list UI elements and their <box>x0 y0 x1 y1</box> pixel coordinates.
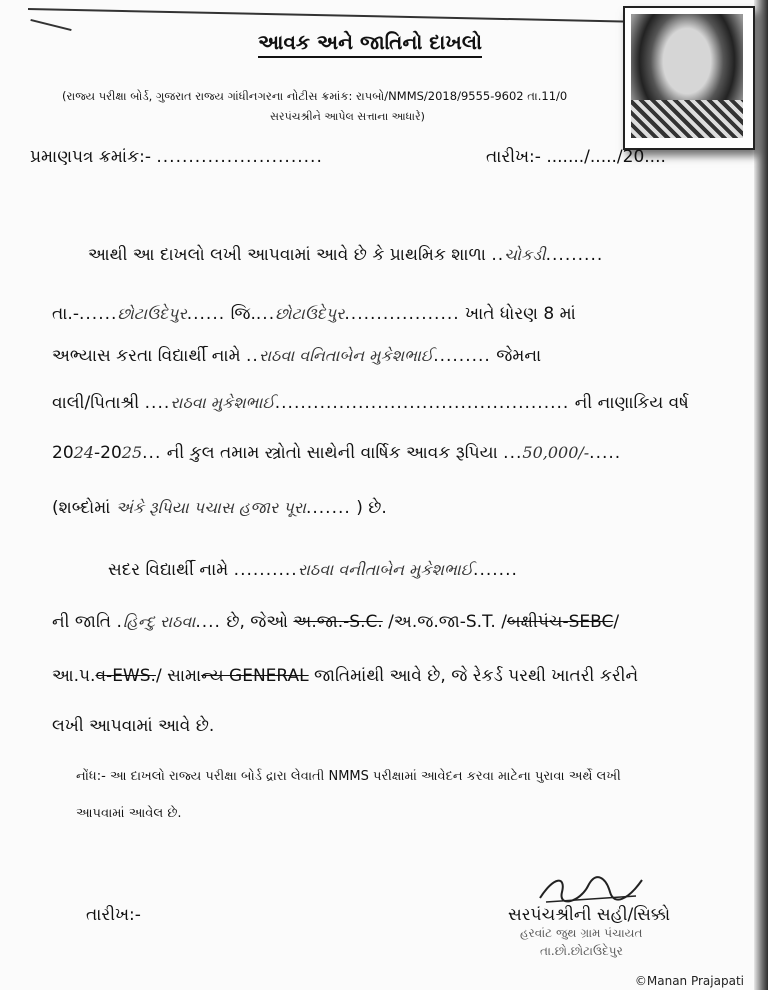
top-border-line <box>28 8 628 23</box>
body-line-student-2: સદર વિદ્યાર્થી નામે ..........રાઠવા વનીતાબેન મુકેશભાઈ....... <box>108 560 518 580</box>
caste-prefix: ની જાતિ <box>52 612 112 632</box>
year-from: 24 <box>73 443 94 462</box>
page-edge-shadow <box>754 0 768 990</box>
district-name: છોટાઉદેપુર <box>275 304 345 323</box>
category-ews-prefix: આ.પ. <box>52 666 96 686</box>
certificate-number-row <box>30 147 323 167</box>
student-name: રાઠવા વનિતાબેન મુકેશભાઈ <box>258 346 434 365</box>
category-sc-struck: અ.જા.-S.C. <box>293 612 383 632</box>
caste-tail-text: જાતિમાંથી આવે છે, જે રેકર્ડ પરથી ખાતરી કરીને <box>314 666 639 686</box>
document-title: આવક અને જાતિનો દાખલો <box>258 30 482 58</box>
school-intro-text: આથી આ દાખલો લખી આપવામાં આવે છે કે પ્રાથમિક શાળા <box>88 245 486 265</box>
category-separator: / <box>613 612 620 632</box>
taluka-name: છોટાઉદેપુર <box>117 304 187 323</box>
note-line-1: નોંધ:- આ દાખલો રાજ્ય પરીક્ષા બોર્ડ દ્રારા લેવાતી NMMS પરીક્ષામાં આવેદન કરવા માટેના પુરાવા અર્થે લખી <box>76 769 621 784</box>
signature-label: સરપંચશ્રીની સહી/સિક્કો <box>508 905 671 925</box>
category-sebc-struck: બક્ષીપંચ-SEBC <box>506 612 614 632</box>
student-photo <box>623 6 755 150</box>
category-st: /અ.જ.જા-S.T. / <box>388 612 507 632</box>
note-line-2: આપવામાં આવેલ છે. <box>76 806 182 821</box>
taluka-label: તા.- <box>52 304 79 324</box>
category-general-struck: ન્ય GENERAL <box>201 666 309 686</box>
words-prefix: (શબ્દોમાં <box>52 498 111 518</box>
student-photo-uniform <box>631 100 743 138</box>
caste-value: હિન્દુ રાઠવા <box>122 612 196 631</box>
corner-mark <box>30 19 71 31</box>
copyright-watermark: ©Manan Prajapati <box>634 974 744 988</box>
income-text: ની કુલ તમામ સ્ત્રોતો સાથેની વાર્ષિક આવક રૂપિયા <box>166 443 498 463</box>
certificate-date-row <box>486 147 666 167</box>
caste-mid-text: છે, જેઓ <box>226 612 288 632</box>
student-2-name: રાઠવા વનીતાબેન મુકેશભાઈ <box>297 560 474 579</box>
guardian-label: વાલી/પિતાશ્રી <box>52 393 140 413</box>
panchayat-stamp-line-2: તા.છો.છોટાઉદેપુર <box>540 944 623 958</box>
year-prefix-2: -20 <box>94 443 122 463</box>
body-line-location: તા.-......છોટાઉદેપુર...... જિ....છોટાઉદેપુર.................. ખાતે ધોરણ 8 માં <box>52 304 576 324</box>
notice-line-1: (રાજ્ય પરીક્ષા બોર્ડ, ગુજરાત રાજ્ય ગાંધીનગરના નોટીસ ક્રમાંક: રાપબો/NMMS/2018/9555-9602 તા.11/0 <box>62 89 568 103</box>
student-2-prefix: સદર વિદ્યાર્થી નામે <box>108 560 229 580</box>
school-name: ચોકડી <box>504 245 546 264</box>
student-suffix: જેમના <box>496 346 542 366</box>
body-line-school: આથી આ દાખલો લખી આપવામાં આવે છે કે પ્રાથમિક શાળા ..ચોકડી......... <box>88 245 604 265</box>
certificate-date-value: ......./...../20.... <box>546 147 666 167</box>
body-line-income: 2024-2025... ની કુલ તમામ સ્ત્રોતો સાથેની વાર્ષિક આવક રૂપિયા ...50,000/-..... <box>52 443 622 463</box>
year-to: 25 <box>121 443 143 462</box>
certificate-number-label: પ્રમાણપત્ર ક્રમાંક:- <box>30 147 151 167</box>
certificate-number-value: .......................... <box>156 147 323 167</box>
district-label: જિ. <box>230 304 256 324</box>
closing-line: લખી આપવામાં આવે છે. <box>52 716 215 736</box>
certificate-date-label: તારીખ:- <box>486 147 541 167</box>
guardian-name: રાઠવા મુકેશભાઈ <box>170 393 275 412</box>
year-prefix-1: 20 <box>52 443 74 463</box>
notice-line-2: સરપંચશ્રીને આપેલ સત્તાના આધારે) <box>270 110 425 123</box>
footer-date-label: તારીખ:- <box>86 905 141 925</box>
body-line-caste: ની જાતિ .હિન્દુ રાઠવા.... છે, જેઓ અ.જા.-S.C. /અ.જ.જા-S.T. /બક્ષીપંચ-SEBC/ <box>52 612 620 632</box>
words-suffix: ) છે. <box>356 498 387 518</box>
income-in-words: અંકે રૂપિયા પચાસ હજાર પૂરા <box>115 498 306 517</box>
standard-text: ખાતે ધોરણ 8 માં <box>465 304 576 324</box>
panchayat-stamp-line-1: હરવાંટ જુથ ગ્રામ પંચાયત <box>520 926 643 940</box>
category-general-prefix: / સામા <box>155 666 202 686</box>
income-amount: 50,000/- <box>522 443 590 462</box>
body-line-words: (શબ્દોમાં અંકે રૂપિયા પચાસ હજાર પૂરા....... ) છે. <box>52 498 387 518</box>
body-line-student: અભ્યાસ કરતા વિદ્યાર્થી નામે ..રાઠવા વનિતાબેન મુકેશભાઈ......... જેમના <box>52 346 542 366</box>
financial-year-label: ની નાણાકિય વર્ષ <box>574 393 689 413</box>
category-ews-struck: વ-EWS. <box>95 666 156 686</box>
body-line-guardian: વાલી/પિતાશ્રી ....રાઠવા મુકેશભાઈ.............................................. ની નાણાકિય વર્ષ <box>52 393 689 413</box>
student-prefix: અભ્યાસ કરતા વિદ્યાર્થી નામે <box>52 346 241 366</box>
signature-scribble <box>536 872 646 906</box>
body-line-category <box>52 666 638 686</box>
